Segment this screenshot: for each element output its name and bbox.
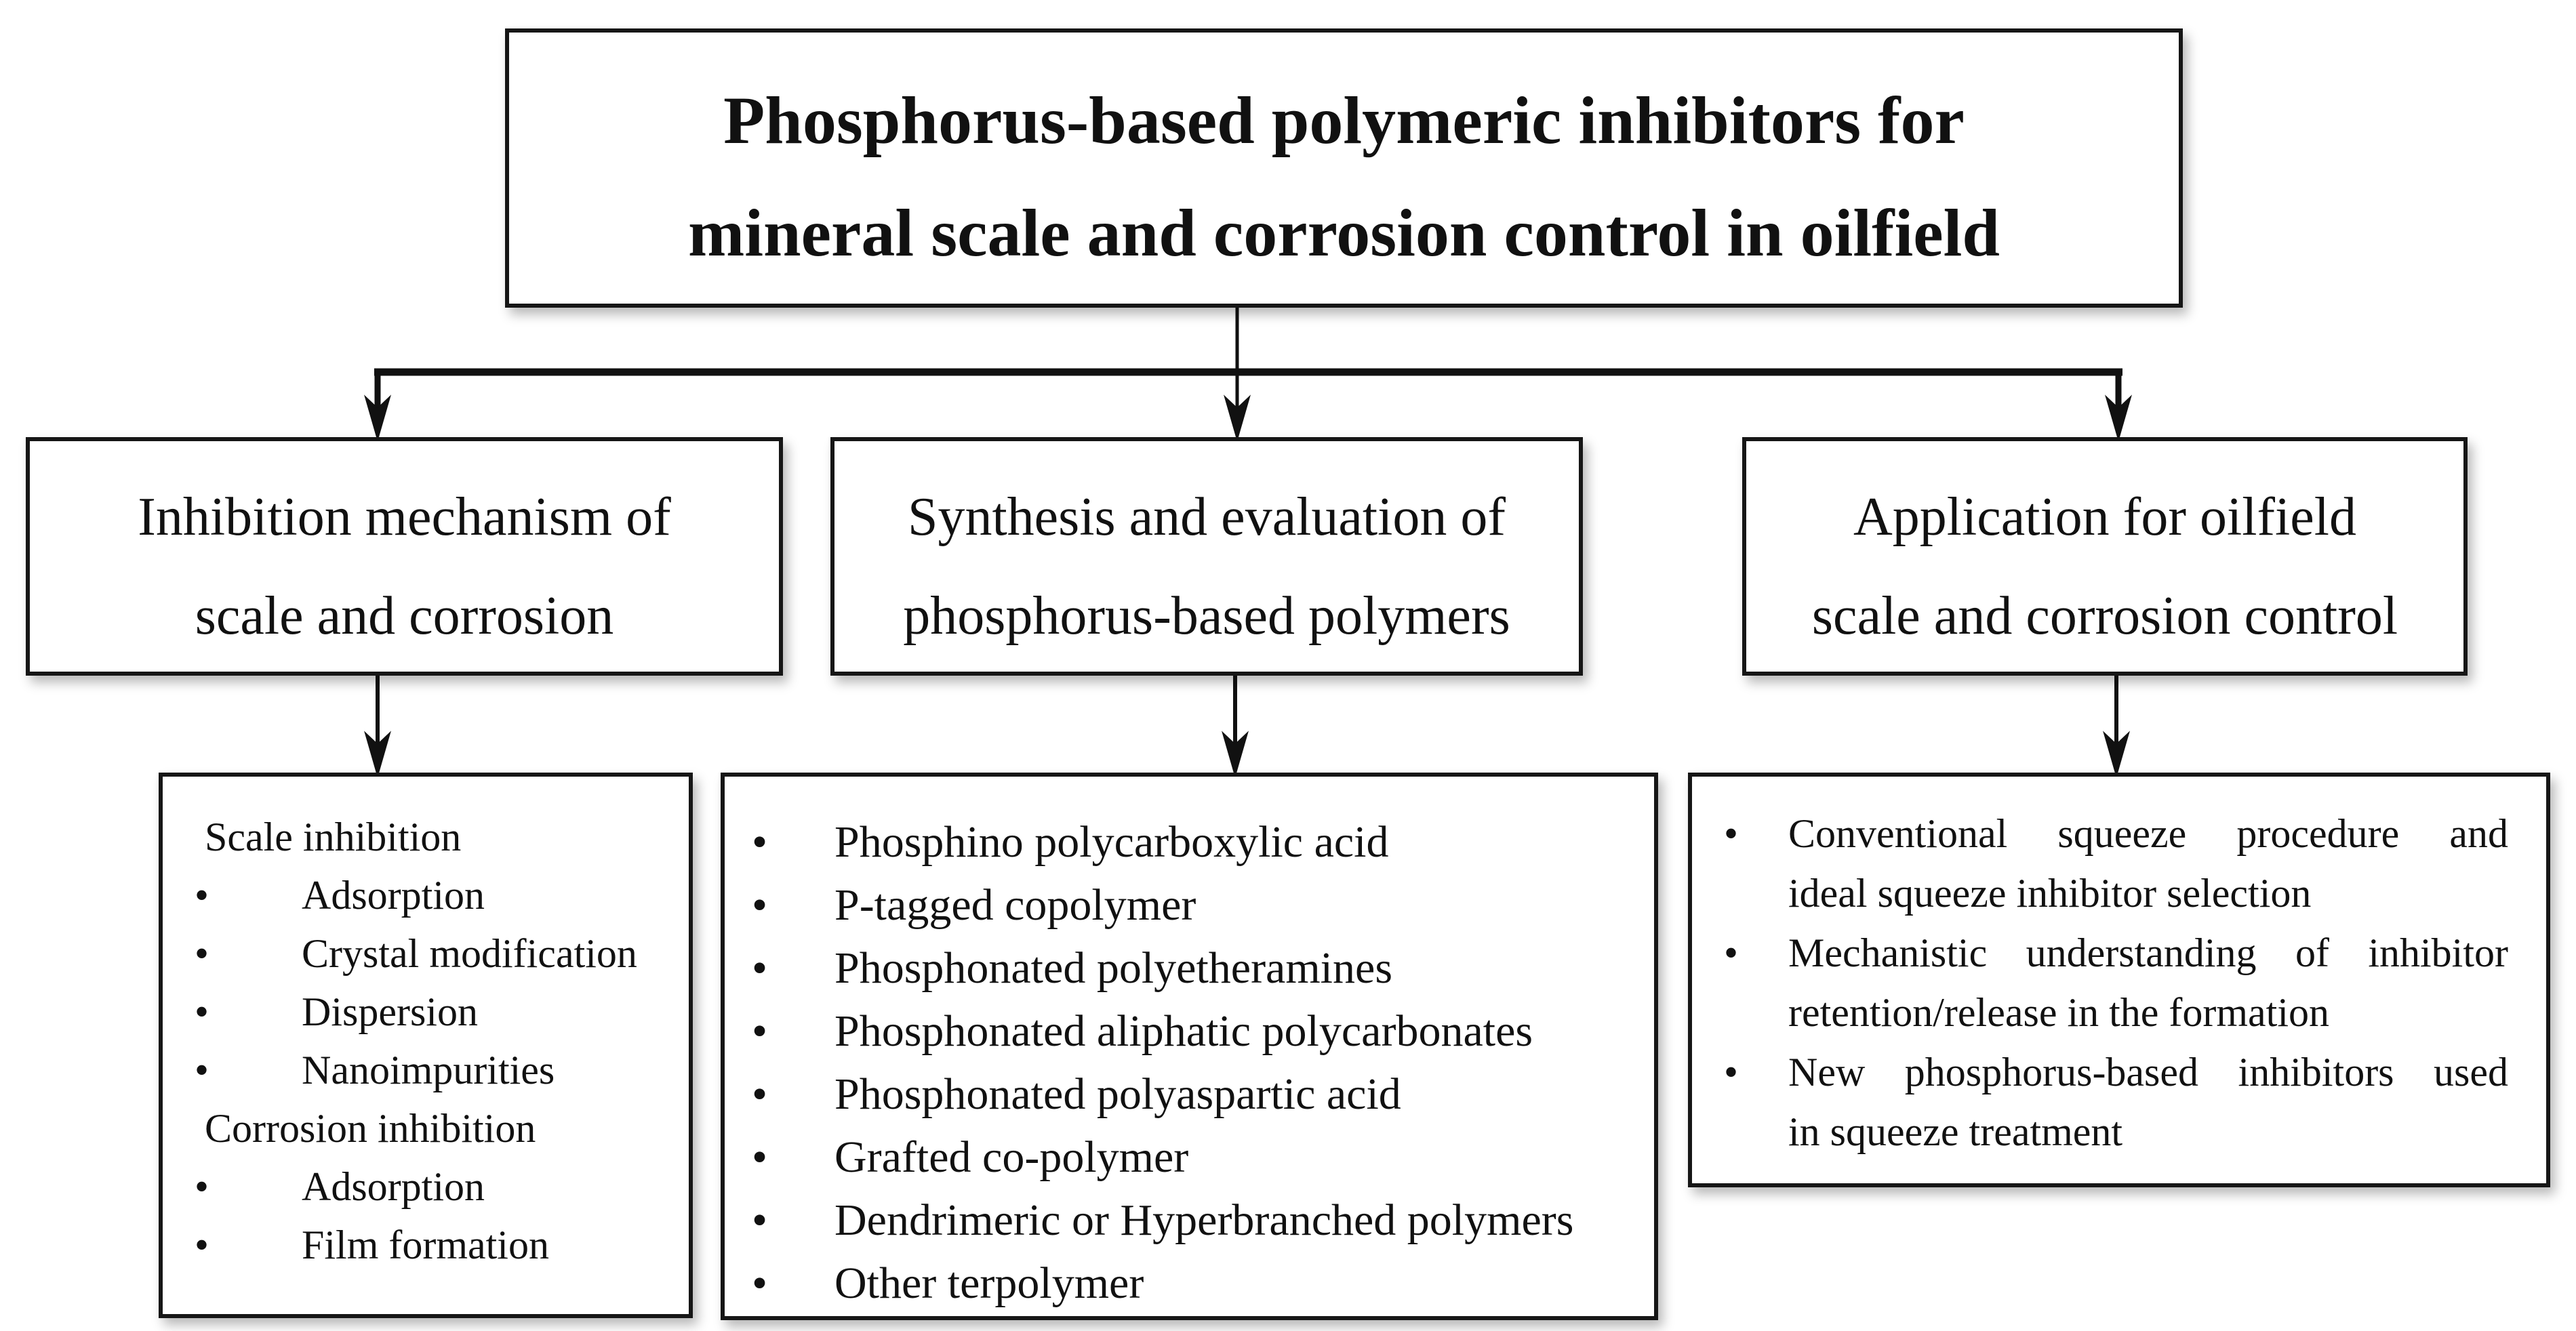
list-item-line: retention/release in the formation <box>1788 990 2330 1035</box>
detail-box-inhibition-mechanism <box>159 773 693 1318</box>
list-item-line: in squeeze treatment <box>1788 1109 2123 1154</box>
list-item-label: Crystal modification <box>302 931 637 976</box>
title-line: Phosphorus-based polymeric inhibitors for <box>723 83 1965 158</box>
bullet-icon: • <box>1724 930 1739 975</box>
list-item <box>163 1041 689 1099</box>
list-item-label: Other terpolymer <box>834 1258 1144 1308</box>
list-item-line: Mechanistic understanding of inhibitor <box>1788 930 2508 975</box>
bullet-icon: • <box>1724 1050 1739 1094</box>
list-item-line: ideal squeeze inhibitor selection <box>1788 871 2312 916</box>
list-item <box>163 1158 689 1216</box>
list-item-line: Conventional squeeze procedure and <box>1788 811 2508 856</box>
bullet-icon: • <box>752 1132 768 1182</box>
list-item-label: Phosphonated polyaspartic acid <box>834 1069 1401 1119</box>
detail-box-squeeze-application <box>1688 773 2550 1187</box>
bullet-icon: • <box>195 989 209 1034</box>
list-item <box>725 1063 1654 1126</box>
list-item-label: Film formation <box>302 1223 549 1267</box>
list-item-label: Phosphonated polyetheramines <box>834 943 1393 993</box>
list-item <box>163 866 689 924</box>
list-item-label: P-tagged copolymer <box>834 880 1196 930</box>
bullet-icon: • <box>752 880 768 930</box>
bullet-icon: • <box>195 1048 209 1092</box>
bullet-icon: • <box>195 1164 209 1209</box>
branch-label-line: phosphorus-based polymers <box>903 586 1510 646</box>
list-header: Corrosion inhibition <box>205 1106 536 1151</box>
list-item-label: Adsorption <box>302 1164 485 1209</box>
branch-label-line: Synthesis and evaluation of <box>907 487 1506 547</box>
title-line: mineral scale and corrosion control in oilfield <box>687 195 2000 270</box>
list-item-label: Dispersion <box>302 989 478 1034</box>
list-item <box>725 1126 1654 1189</box>
list-item <box>163 1216 689 1274</box>
branch-label-line: scale and corrosion <box>195 586 614 646</box>
list-item <box>725 811 1654 874</box>
branch-box-oilfield-application <box>1742 437 2468 676</box>
list-item <box>1692 1042 2546 1162</box>
list-item <box>725 1000 1654 1063</box>
bullet-icon: • <box>195 1223 209 1267</box>
list-item <box>725 1252 1654 1315</box>
bullet-icon: • <box>752 817 768 867</box>
list-item <box>725 937 1654 1000</box>
bullet-icon: • <box>752 1258 768 1308</box>
bullet-icon: • <box>195 931 209 976</box>
list-item <box>163 924 689 983</box>
bullet-icon: • <box>752 943 768 993</box>
list-item <box>1692 804 2546 923</box>
branch-label-line: Inhibition mechanism of <box>138 487 671 547</box>
list-item-label: Phosphino polycarboxylic acid <box>834 817 1389 867</box>
list-item-label: Grafted co-polymer <box>834 1132 1189 1182</box>
detail-box-polymer-types <box>721 773 1658 1320</box>
list-item <box>1692 923 2546 1042</box>
bullet-icon: • <box>752 1006 768 1056</box>
bullet-icon: • <box>1724 811 1739 856</box>
branch-label-line: scale and corrosion control <box>1811 586 2398 646</box>
list-item-label: Nanoimpurities <box>302 1048 555 1092</box>
list-item <box>725 1189 1654 1252</box>
branch-box-synthesis-evaluation <box>830 437 1583 676</box>
title-box <box>505 28 2183 308</box>
list-item-label: Dendrimeric or Hyperbranched polymers <box>834 1195 1574 1245</box>
bullet-icon: • <box>195 873 209 918</box>
list-item <box>163 983 689 1041</box>
branch-box-inhibition-mechanism <box>26 437 783 676</box>
list-item-label: Phosphonated aliphatic polycarbonates <box>834 1006 1533 1056</box>
list-item <box>725 874 1654 937</box>
bullet-icon: • <box>752 1069 768 1119</box>
list-header: Scale inhibition <box>205 815 462 859</box>
list-item-line: New phosphorus-based inhibitors used <box>1788 1050 2508 1094</box>
bullet-icon: • <box>752 1195 768 1245</box>
branch-label-line: Application for oilfield <box>1853 487 2357 547</box>
list-item-label: Adsorption <box>302 873 485 918</box>
